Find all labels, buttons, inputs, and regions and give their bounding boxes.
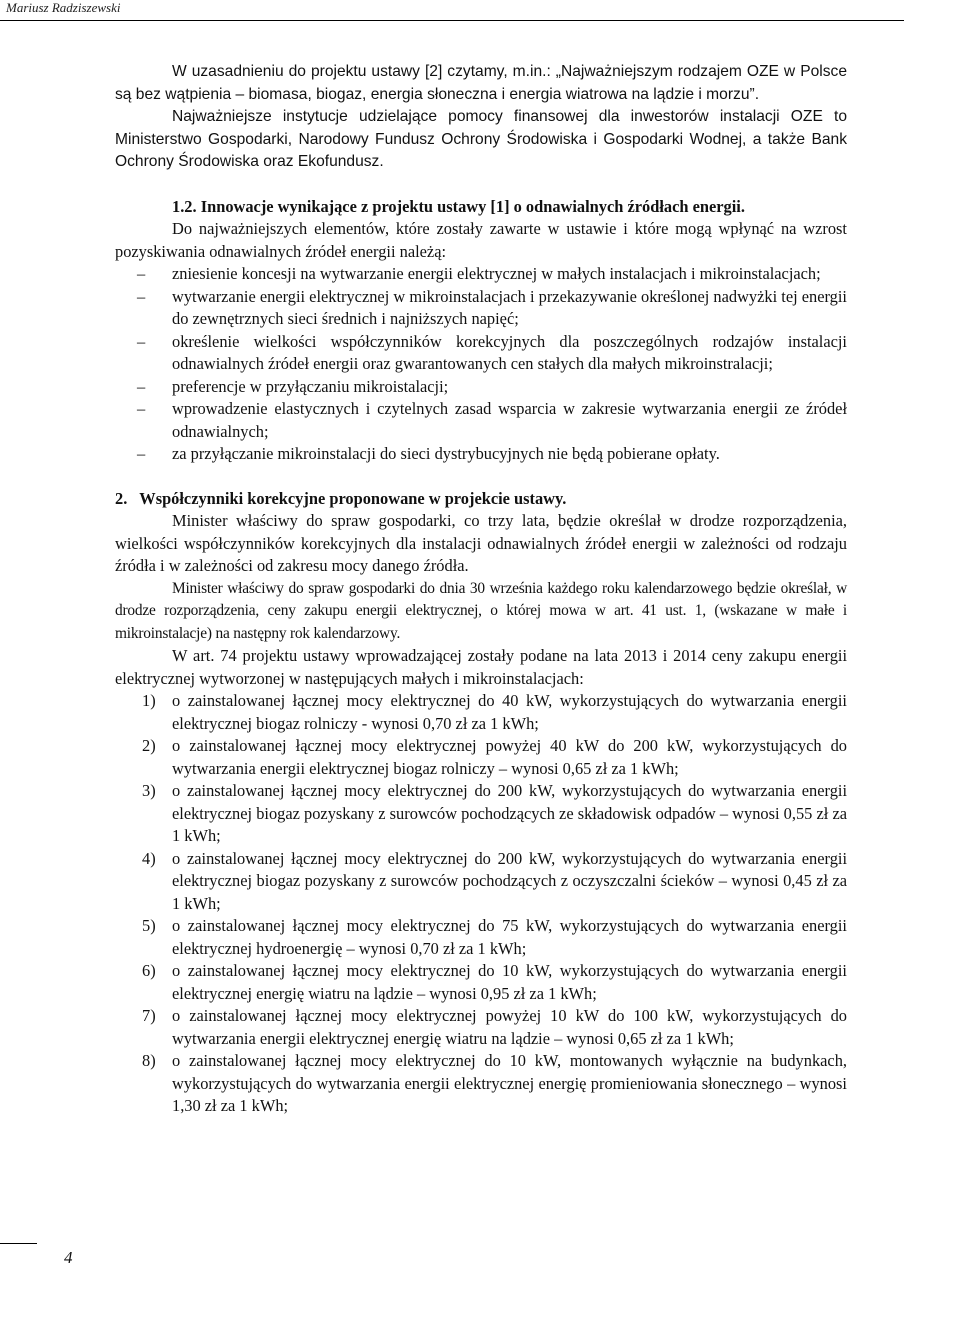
list-item-text: wytwarzanie energii elektrycznej w mikroinstalacjach i przekazywanie określonej nadwyżki tej energii do zewnętrznych sieci średnich i najniższych napięć; xyxy=(172,286,847,328)
list-item-text: o zainstalowanej łącznej mocy elektrycznej do 10 kW, montowanych wyłącznie na budynkach, wykorzystujących do wytwarzania energii elektrycznej energię promieniowania słonecznego – wynosi 1,30 zł za 1 kWh; xyxy=(172,1051,847,1115)
paragraph-funding-institutions: Najważniejsze instytucje udzielające pomocy finansowej dla inwestorów instalacji OZE to Ministerstwo Gospodarki, Narodowy Fundusz Ochrony Środowiska i Gospodarki Wodnej, a także Bank Ochrony Środowiska oraz Ekofundusz. xyxy=(115,108,847,170)
page-body xyxy=(115,61,847,1118)
section-title: Innowacje wynikające z projektu ustawy [1] o odnawialnych źródłach energii. xyxy=(200,196,745,216)
list-item xyxy=(115,735,847,780)
page-number: 4 xyxy=(64,1248,73,1267)
footer-divider xyxy=(0,1243,37,1244)
paragraph-minister-prices: Minister właściwy do spraw gospodarki do dnia 30 września każdego roku kalendarzowego będzie określał, w drodze rozporządzenia, ceny zakupu energii elektrycznej, o której mowa w art. 41 ust. 1, (wskazane w małe i mikroinstalacje) na następny rok kalendarzowy. xyxy=(115,579,847,642)
list-item-number: 5) xyxy=(142,916,156,935)
list-item-text: o zainstalowanej łącznej mocy elektrycznej do 40 kW, wykorzystujących do wytwarzania energii elektrycznej biogaz rolniczy - wynosi 0,70 zł za 1 kWh; xyxy=(172,691,847,733)
innovation-list xyxy=(115,263,847,466)
spacer xyxy=(115,174,847,196)
list-item xyxy=(115,915,847,960)
list-item-text: o zainstalowanej łącznej mocy elektrycznej do 200 kW, wykorzystujących do wytwarzania energii elektrycznej biogaz pozyskany z surowców pochodzących ze składowisk odpadów – wynosi 0,55 zł za 1 kWh; xyxy=(172,781,847,845)
list-item-text: preferencje w przyłączaniu mikroistalacji; xyxy=(172,376,449,396)
section-heading-1-2 xyxy=(115,196,847,219)
section-title: Współczynniki korekcyjne proponowane w projekcie ustawy. xyxy=(139,488,567,508)
running-header-author: Mariusz Radziszewski xyxy=(6,0,121,15)
list-item xyxy=(115,780,847,848)
list-item xyxy=(115,263,847,286)
list-item-text: o zainstalowanej łącznej mocy elektrycznej do 75 kW, wykorzystujących do wytwarzania energii elektrycznej hydroenergię – wynosi 0,70 zł za 1 kWh; xyxy=(172,916,847,958)
paragraph-art-74: W art. 74 projektu ustawy wprowadzającej zostały podane na lata 2013 i 2014 ceny zakupu energii elektrycznej wytworzonej w następujących małych i mikroinstalacjach: xyxy=(115,646,847,688)
list-item xyxy=(115,1050,847,1118)
spacer xyxy=(115,466,847,488)
paragraph-minister-coefficients: Minister właściwy do spraw gospodarki, co trzy lata, będzie określał w drodze rozporządzenia, wielkości współczynników korekcyjnych dla instalacji odnawialnych źródeł energii w zależności od rodzaju źródła i w zależności od zakresu mocy danego źródła. xyxy=(115,511,847,575)
list-item xyxy=(115,960,847,1005)
list-item xyxy=(115,443,847,466)
list-item xyxy=(115,848,847,916)
list-item-text: określenie wielkości współczynników korekcyjnych dla poszczególnych rodzajów instalacji odnawialnych źródeł energii oraz gwarantowanych cen stałych dla małych mikroinstralacji; xyxy=(172,331,847,373)
list-item xyxy=(115,376,847,399)
list-item-text: o zainstalowanej łącznej mocy elektrycznej do 200 kW, wykorzystujących do wytwarzania energii elektrycznej biogaz pozyskany z surowców pochodzących z oczyszczalni ścieków – wynosi 0,45 zł za 1 kWh; xyxy=(172,848,847,913)
list-item-text: o zainstalowanej łącznej mocy elektrycznej powyżej 40 kW do 200 kW, wykorzystujących do wytwarzania energii elektrycznej biogaz rolniczy – wynosi 0,65 zł za 1 kWh; xyxy=(172,736,847,778)
list-item xyxy=(115,398,847,443)
list-item-number: 3) xyxy=(142,781,156,800)
section-number: 1.2. xyxy=(172,196,197,216)
list-item-text: za przyłączanie mikroinstalacji do sieci dystrybucyjnych nie będą pobierane opłaty. xyxy=(172,444,720,463)
dash-bullet: – xyxy=(137,376,146,396)
list-item xyxy=(115,690,847,735)
price-list xyxy=(115,690,847,1118)
dash-bullet: – xyxy=(137,399,146,418)
header-divider xyxy=(0,20,904,21)
list-item-number: 2) xyxy=(142,736,156,755)
dash-bullet: – xyxy=(137,331,146,351)
list-item-number: 4) xyxy=(142,848,156,868)
dash-bullet: – xyxy=(137,286,146,306)
dash-bullet: – xyxy=(137,444,146,463)
list-item-text: wprowadzenie elastycznych i czytelnych zasad wsparcia w zakresie wytwarzania energii ze źródeł odnawialnych; xyxy=(172,399,847,441)
list-item-text: o zainstalowanej łącznej mocy elektrycznej powyżej 10 kW do 100 kW, wykorzystujących do wytwarzania energii elektrycznej energię wiatru na lądzie – wynosi 0,65 zł za 1 kWh; xyxy=(172,1006,847,1048)
section-intro: Do najważniejszych elementów, które zostały zawarte w ustawie i które mogą wpłynąć na wzrost pozyskiwania odnawialnych źródeł energii należą: xyxy=(115,219,847,261)
section-heading-2 xyxy=(115,488,847,511)
list-item-number: 1) xyxy=(142,691,156,710)
list-item-text: zniesienie koncesji na wytwarzanie energii elektrycznej w małych instalacjach i mikroinstalacjach; xyxy=(172,264,821,283)
list-item-number: 8) xyxy=(142,1051,156,1070)
list-item-number: 6) xyxy=(142,961,156,980)
list-item-text: o zainstalowanej łącznej mocy elektrycznej do 10 kW, wykorzystujących do wytwarzania energii elektrycznej energię wiatru na lądzie – wynosi 0,95 zł za 1 kWh; xyxy=(172,961,847,1003)
list-item-number: 7) xyxy=(142,1006,156,1025)
paragraph-justification-quote: W uzasadnieniu do projektu ustawy [2] czytamy, m.in.: „Najważniejszym rodzajem OZE w Polsce są bez wątpienia – biomasa, biogaz, energia słoneczna i energia wiatrowa na lądzie i morzu”. xyxy=(115,63,847,103)
list-item xyxy=(115,331,847,376)
dash-bullet: – xyxy=(137,264,146,283)
list-item xyxy=(115,286,847,331)
section-number: 2. xyxy=(115,488,128,508)
list-item xyxy=(115,1005,847,1050)
